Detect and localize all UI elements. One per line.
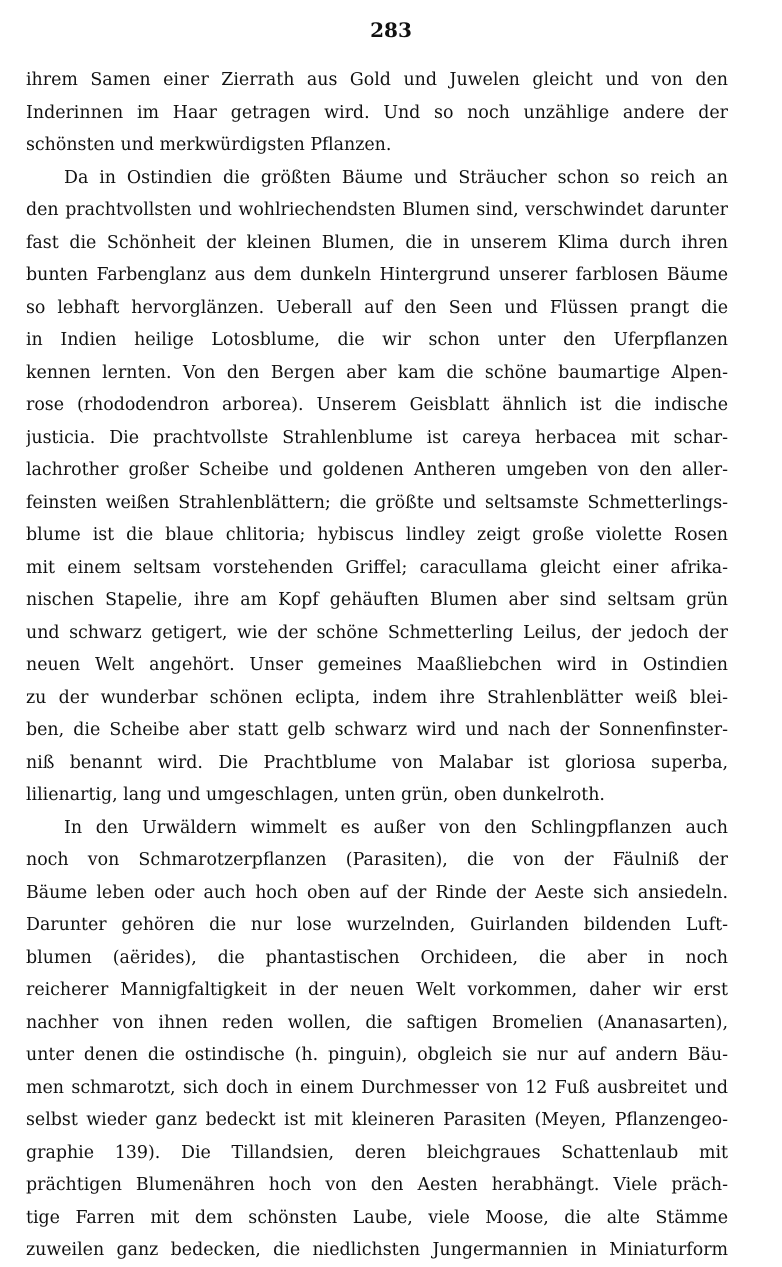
text-line: ihrem Samen einer Zierrath aus Gold und Juwelen gleicht und von den	[26, 70, 728, 90]
text-line: Bäume leben oder auch hoch oben auf der Rinde der Aeste sich ansiedeln.	[26, 882, 728, 903]
text-line: mit einem seltsam vorstehenden Griffel; caracullama gleicht einer afrika-	[26, 557, 728, 578]
text-line: zu der wunderbar schönen eclipta, indem ihre Strahlenblätter weiß blei-	[26, 687, 728, 708]
text-line: und schwarz getigert, wie der schöne Schmetterling Leilus, der jedoch der	[26, 622, 728, 643]
text-line: blumen (aërides), die phantastischen Orchideen, die aber in noch	[26, 947, 728, 968]
text-line: kennen lernten. Von den Bergen aber kam die schöne baumartige Alpen-	[26, 362, 728, 383]
text-line: zuweilen ganz bedecken, die niedlichsten Jungermannien in Miniaturform	[26, 1240, 728, 1260]
text-line: Inderinnen im Haar getragen wird. Und so noch unzählige andere der	[26, 102, 728, 123]
text-line: schönsten und merkwürdigsten Pflanzen.	[26, 135, 392, 155]
text-line: blume ist die blaue chlitoria; hybiscus lindley zeigt große violette Rosen	[26, 525, 728, 545]
text-line: so lebhaft hervorglänzen. Ueberall auf den Seen und Flüssen prangt die	[26, 297, 728, 318]
text-line: reicherer Mannigfaltigkeit in der neuen Welt vorkommen, daher wir erst	[26, 980, 728, 1000]
text-line: unter denen die ostindische (h. pinguin), obgleich sie nur auf andern Bäu-	[26, 1045, 728, 1065]
text-line: in Indien heilige Lotosblume, die wir schon unter den Uferpflanzen	[26, 330, 728, 350]
text-line: bunten Farbenglanz aus dem dunkeln Hintergrund unserer farblosen Bäume	[26, 265, 728, 285]
text-line: lilienartig, lang und umgeschlagen, unten grün, oben dunkelroth.	[26, 785, 605, 805]
page-number: 283	[370, 18, 412, 42]
text-line: neuen Welt angehört. Unser gemeines Maaßliebchen wird in Ostindien	[26, 655, 728, 675]
text-line: rose (rhododendron arborea). Unserem Geisblatt ähnlich ist die indische	[26, 395, 728, 415]
text-line: den prachtvollsten und wohlriechendsten Blumen sind, verschwindet darunter	[26, 200, 728, 220]
text-line: In den Urwäldern wimmelt es außer von den Schlingpflanzen auch	[64, 817, 728, 838]
text-line: tige Farren mit dem schönsten Laube, viele Moose, die alte Stämme	[26, 1207, 728, 1228]
text-line: Da in Ostindien die größten Bäume und Sträucher schon so reich an	[64, 167, 728, 188]
text-line: lachrother großer Scheibe und goldenen Antheren umgeben von den aller-	[26, 460, 728, 480]
text-line: noch von Schmarotzerpflanzen (Parasiten), die von der Fäulniß der	[26, 850, 728, 870]
body-text	[26, 64, 728, 1267]
text-line: men schmarotzt, sich doch in einem Durchmesser von 12 Fuß ausbreitet und	[26, 1077, 728, 1098]
text-line: fast die Schönheit der kleinen Blumen, die in unserem Klima durch ihren	[26, 232, 728, 253]
text-line: graphie 139). Die Tillandsien, deren bleichgraues Schattenlaub mit	[26, 1142, 728, 1163]
text-line: ben, die Scheibe aber statt gelb schwarz wird und nach der Sonnenfinster-	[26, 720, 728, 740]
text-line: niß benannt wird. Die Prachtblume von Malabar ist gloriosa superba,	[26, 752, 728, 773]
text-line: nischen Stapelie, ihre am Kopf gehäuften Blumen aber sind seltsam grün	[26, 590, 728, 610]
text-line: justicia. Die prachtvollste Strahlenblume ist careya herbacea mit schar-	[26, 427, 728, 448]
text-line: Darunter gehören die nur lose wurzelnden, Guirlanden bildenden Luft-	[26, 915, 728, 935]
text-line: feinsten weißen Strahlenblättern; die größte und seltsamste Schmetterlings-	[26, 492, 728, 513]
text-line: prächtigen Blumenähren hoch von den Aesten herabhängt. Viele präch-	[26, 1175, 728, 1195]
text-line: selbst wieder ganz bedeckt ist mit kleineren Parasiten (Meyen, Pflanzengeo-	[26, 1110, 728, 1130]
text-line: nachher von ihnen reden wollen, die saftigen Bromelien (Ananasarten),	[26, 1012, 728, 1033]
